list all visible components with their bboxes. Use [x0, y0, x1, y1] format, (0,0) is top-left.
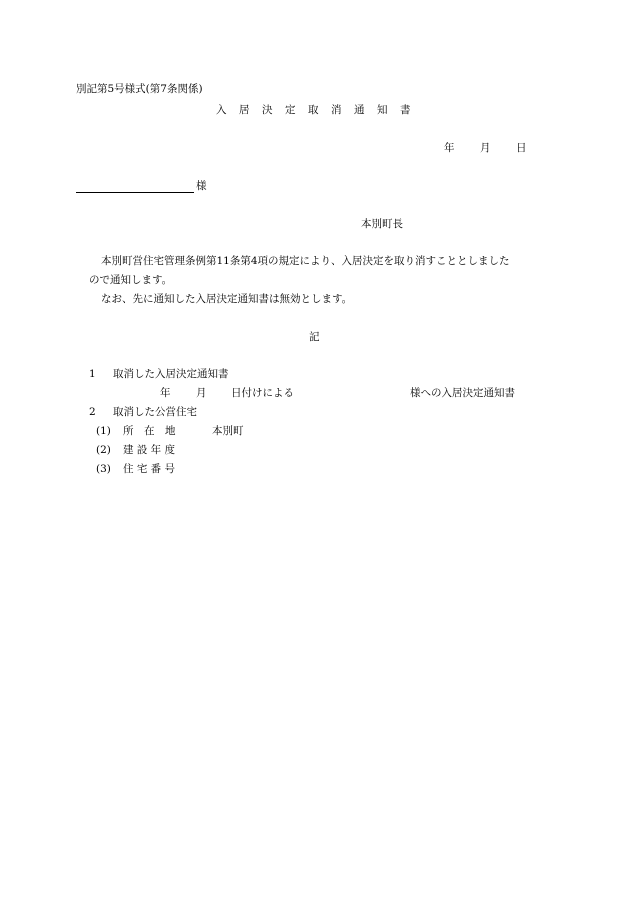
ki-mark: 記: [309, 331, 320, 343]
item-2-sub-1-label: 所 在 地: [123, 425, 176, 437]
recipient-name-line: [76, 192, 194, 193]
item-2-sub-2-number: (2): [96, 444, 111, 456]
date-month: 月: [480, 142, 491, 154]
item-2-sub-1-number: (1): [96, 425, 111, 437]
item-1-day-text: 日付けによる: [231, 387, 294, 399]
item-1-year: 年: [160, 387, 171, 399]
item-1-month: 月: [196, 387, 207, 399]
item-2-number: 2: [89, 406, 96, 418]
form-label: 別記第5号様式(第7条関係): [76, 83, 203, 95]
item-2-sub-1-value: 本別町: [212, 425, 244, 437]
item-2-label: 取消した公営住宅: [113, 406, 197, 418]
item-2-sub-2-label: 建 設 年 度: [123, 444, 176, 456]
body-line-1: 本別町営住宅管理条例第11条第4項の規定により、入居決定を取り消すこととしました: [101, 255, 510, 267]
recipient-suffix: 様: [196, 180, 207, 192]
issuer: 本別町長: [361, 218, 403, 230]
body-line-2: ので通知します。: [89, 274, 173, 286]
date-day: 日: [516, 142, 527, 154]
item-1-label: 取消した入居決定通知書: [113, 368, 229, 380]
item-2-sub-3-label: 住 宅 番 号: [123, 463, 176, 475]
item-2-sub-3-number: (3): [96, 463, 111, 475]
item-1-suffix: 様への入居決定通知書: [410, 387, 515, 399]
body-line-3: なお、先に通知した入居決定通知書は無効とします。: [101, 293, 353, 305]
item-1-number: 1: [89, 368, 96, 380]
date-year: 年: [444, 142, 455, 154]
document-title: 入 居 決 定 取 消 通 知 書: [216, 104, 412, 116]
